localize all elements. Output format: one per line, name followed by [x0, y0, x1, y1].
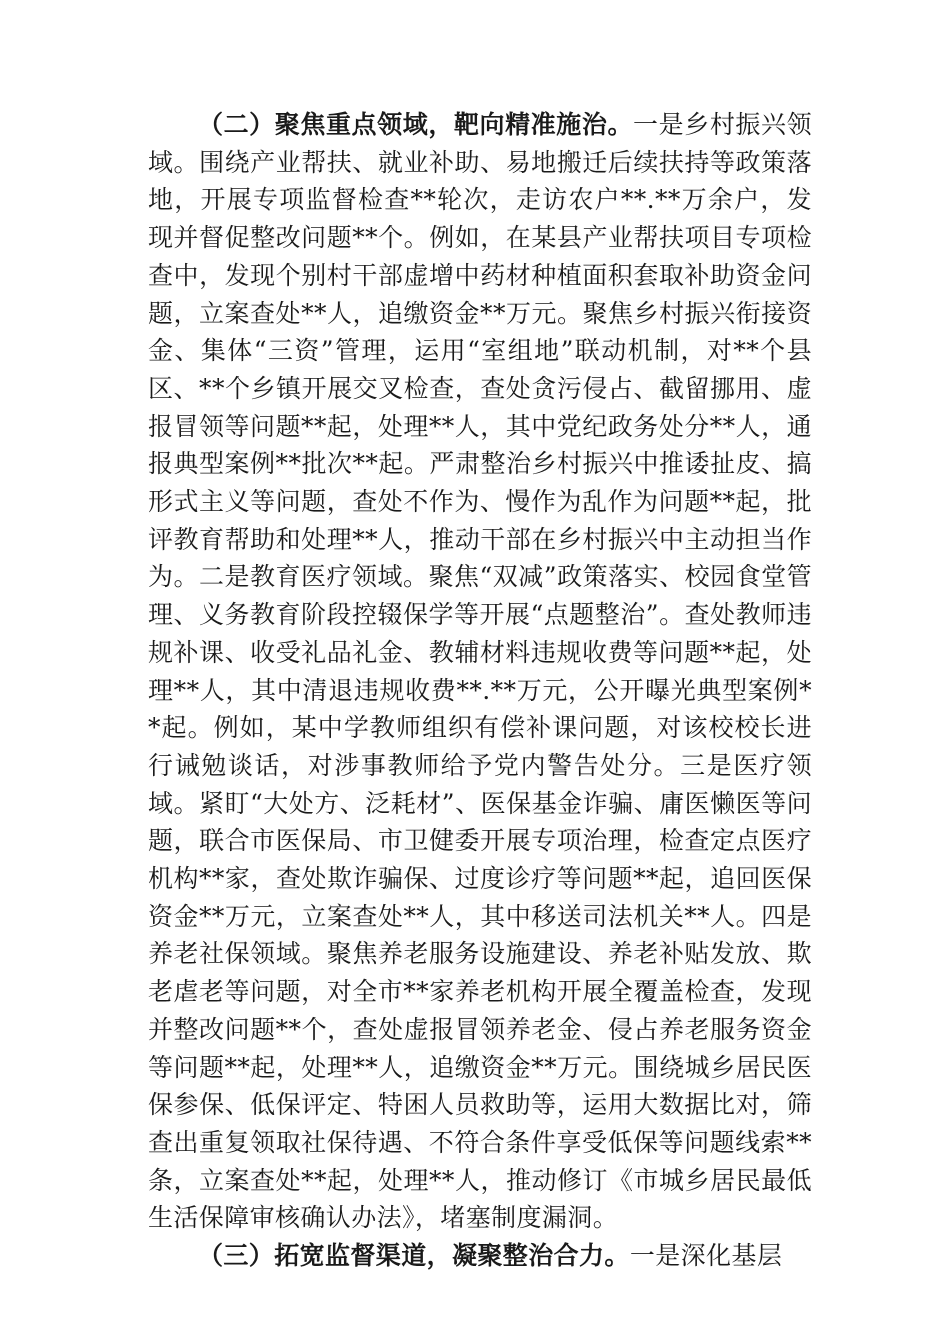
paragraph-section-3: [148, 1237, 812, 1275]
section-3-body: 一是深化基层: [629, 1241, 783, 1271]
section-3-heading: （三）拓宽监督渠道，凝聚整治合力。: [198, 1241, 630, 1271]
section-2-heading: （二）聚焦重点领域，靶向精准施治。: [198, 110, 634, 139]
document-body: [148, 106, 812, 1275]
section-2-body: 一是乡村振兴领域。围绕产业帮扶、就业补助、易地搬迁后续扶持等政策落地，开展专项监督检查**轮次，走访农户**.**万余户，发现并督促整改问题**个。例如，在某县产业帮扶项目专项检查中，发现个别村干部虚增中药材种植面积套取补助资金问题，立案查处**人，追缴资金**万元。聚焦乡村振兴衔接资金、集体“三资”管理，运用“室组地”联动机制，对**个县区、**个乡镇开展交叉检查，查处贪污侵占、截留挪用、虚报冒领等问题**起，处理**人，其中党纪政务处分**人，通报典型案例**批次**起。严肃整治乡村振兴中推诿扯皮、搞形式主义等问题，查处不作为、慢作为乱作为问题**起，批评教育帮助和处理**人，推动干部在乡村振兴中主动担当作为。二是教育医疗领域。聚焦“双减”政策落实、校园食堂管理、义务教育阶段控辍保学等开展“点题整治”。查处教师违规补课、收受礼品礼金、教辅材料违规收费等问题**起，处理**人，其中清退违规收费**.**万元，公开曝光典型案例**起。例如，某中学教师组织有偿补课问题，对该校校长进行诫勉谈话，对涉事教师给予党内警告处分。三是医疗领域。紧盯“大处方、泛耗材”、医保基金诈骗、庸医懒医等问题，联合市医保局、市卫健委开展专项治理，检查定点医疗机构**家，查处欺诈骗保、过度诊疗等问题**起，追回医保资金**万元，立案查处**人，其中移送司法机关**人。四是养老社保领域。聚焦养老服务设施建设、养老补贴发放、欺老虐老等问题，对全市**家养老机构开展全覆盖检查，发现并整改问题**个，查处虚报冒领养老金、侵占养老服务资金等问题**起，处理**人，追缴资金**万元。围绕城乡居民医保参保、低保评定、特困人员救助等，运用大数据比对，筛查出重复领取社保待遇、不符合条件享受低保等问题线索**条，立案查处**起，处理**人，推动修订《市城乡居民最低生活保障审核确认办法》，堵塞制度漏洞。: [148, 110, 812, 1233]
paragraph-section-2: [148, 106, 812, 1237]
